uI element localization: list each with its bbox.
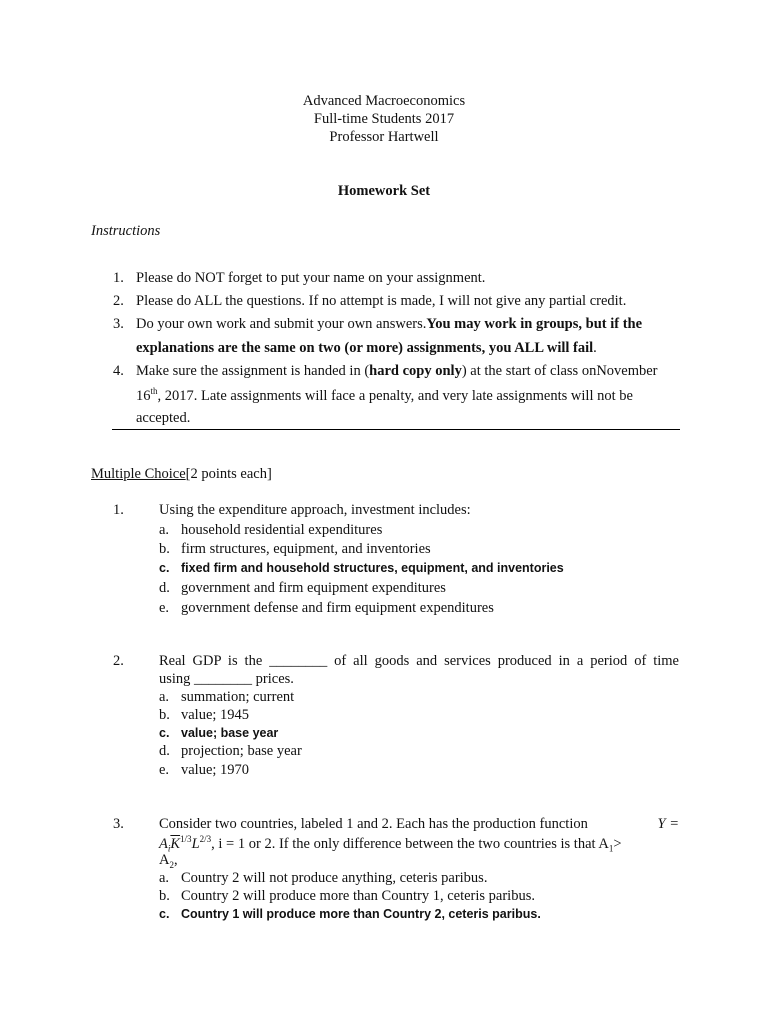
equation-K: $\overline{K}$	[170, 835, 181, 852]
option-text: Country 2 will not produce anything, ceteris paribus.	[181, 870, 488, 886]
option-text: summation; current	[181, 689, 295, 705]
option-text: firm structures, equipment, and inventories	[181, 541, 431, 557]
question-stem: Real GDP is the ________ of all goods and services produced in a period of time	[159, 653, 679, 669]
question-stem	[159, 816, 679, 833]
equation-k-exponent: 1/3	[180, 834, 192, 844]
option-letter: b.	[159, 707, 170, 723]
professor-line: Professor Hartwell	[329, 129, 439, 145]
question-stem-cont	[159, 852, 178, 870]
instruction-text	[136, 316, 642, 333]
question-number: 3.	[113, 816, 124, 832]
stem-text: , i = 1 or 2. If the only difference between the two countries is that A	[211, 835, 609, 852]
option-letter: e.	[159, 600, 170, 616]
instruction-warning: explanations are the same on two (or more) assignments, you ALL will fail	[136, 340, 594, 356]
subscript-1: 1	[608, 843, 614, 854]
instruction-number: 2.	[113, 293, 124, 309]
option-letter: b.	[159, 888, 170, 904]
option-letter: b.	[159, 541, 170, 557]
option-letter: a.	[159, 870, 170, 886]
option-text: projection; base year	[181, 743, 302, 759]
course-title: Advanced Macroeconomics	[302, 93, 466, 109]
instruction-plain: , 2017. Late assignments will face a penalty, and very late assignments will not be	[157, 387, 633, 404]
stem-text: Consider two countries, labeled 1 and 2. Each has the production function	[159, 816, 588, 832]
option-text: household residential expenditures	[181, 522, 383, 538]
stem-text: ,	[173, 852, 178, 868]
section-title: Multiple Choice	[91, 466, 186, 482]
instruction-number: 1.	[113, 270, 124, 286]
option-letter: d.	[159, 743, 170, 759]
option-text-correct: Country 1 will produce more than Country 2, ceteris paribus.	[181, 907, 541, 921]
option-letter: a.	[159, 522, 170, 538]
option-text: value; 1970	[181, 762, 250, 778]
instruction-number: 3.	[113, 316, 124, 332]
instruction-text: Please do ALL the questions. If no attempt is made, I will not give any partial credit.	[136, 293, 627, 309]
question-stem-cont	[159, 834, 622, 854]
section-points: [2 points each]	[185, 466, 272, 482]
equation-A: A	[159, 835, 168, 852]
option-letter-correct: c.	[159, 726, 170, 740]
equation-l-exponent: 2/3	[199, 834, 212, 844]
option-letter-correct: c.	[159, 561, 170, 575]
instruction-plain: ) at the start of class onNovember	[461, 363, 658, 379]
option-text: Country 2 will produce more than Country 1, ceteris paribus.	[181, 888, 535, 904]
greater-than: >	[613, 835, 622, 852]
instruction-text-cont: accepted.	[136, 410, 191, 426]
cohort-line: Full-time Students 2017	[313, 111, 455, 127]
option-text: government and firm equipment expenditures	[181, 580, 446, 596]
instruction-warning: You may work in groups, but if the	[426, 316, 643, 332]
question-stem-cont: using ________ prices.	[159, 671, 294, 687]
instructions-heading: Instructions	[91, 223, 161, 239]
option-text: government defense and firm equipment expenditures	[181, 600, 494, 616]
option-text-correct: value; base year	[181, 726, 279, 740]
option-text: value; 1945	[181, 707, 250, 723]
homework-title: Homework Set	[337, 183, 431, 199]
equation-lhs: Y =	[657, 816, 679, 832]
option-letter: a.	[159, 689, 170, 705]
question-stem: Using the expenditure approach, investment includes:	[159, 502, 471, 518]
option-text-correct: fixed firm and household structures, equipment, and inventories	[181, 561, 564, 575]
instruction-text	[136, 363, 679, 380]
equation-L: L	[191, 835, 200, 852]
instruction-plain: Do your own work and submit your own answers.	[136, 316, 427, 332]
instruction-text-cont	[136, 386, 633, 405]
instruction-text-cont	[136, 340, 597, 357]
subscript-2: 2	[169, 859, 174, 870]
question-number: 1.	[113, 502, 124, 518]
date-suffix: th	[150, 386, 158, 396]
instruction-plain: Make sure the assignment is handed in (	[136, 363, 370, 379]
instruction-text: Please do NOT forget to put your name on your assignment.	[136, 270, 486, 286]
option-letter-correct: c.	[159, 907, 170, 921]
divider-line	[112, 429, 680, 430]
section-heading	[91, 466, 272, 483]
instruction-emphasis: hard copy only	[369, 363, 462, 379]
equation-i: i	[167, 843, 171, 854]
stem-text: A	[159, 852, 170, 868]
date-day: 16	[136, 387, 151, 404]
question-number: 2.	[113, 653, 124, 669]
instruction-period: .	[593, 340, 597, 356]
option-letter: e.	[159, 762, 170, 778]
option-letter: d.	[159, 580, 170, 596]
instruction-number: 4.	[113, 363, 124, 379]
